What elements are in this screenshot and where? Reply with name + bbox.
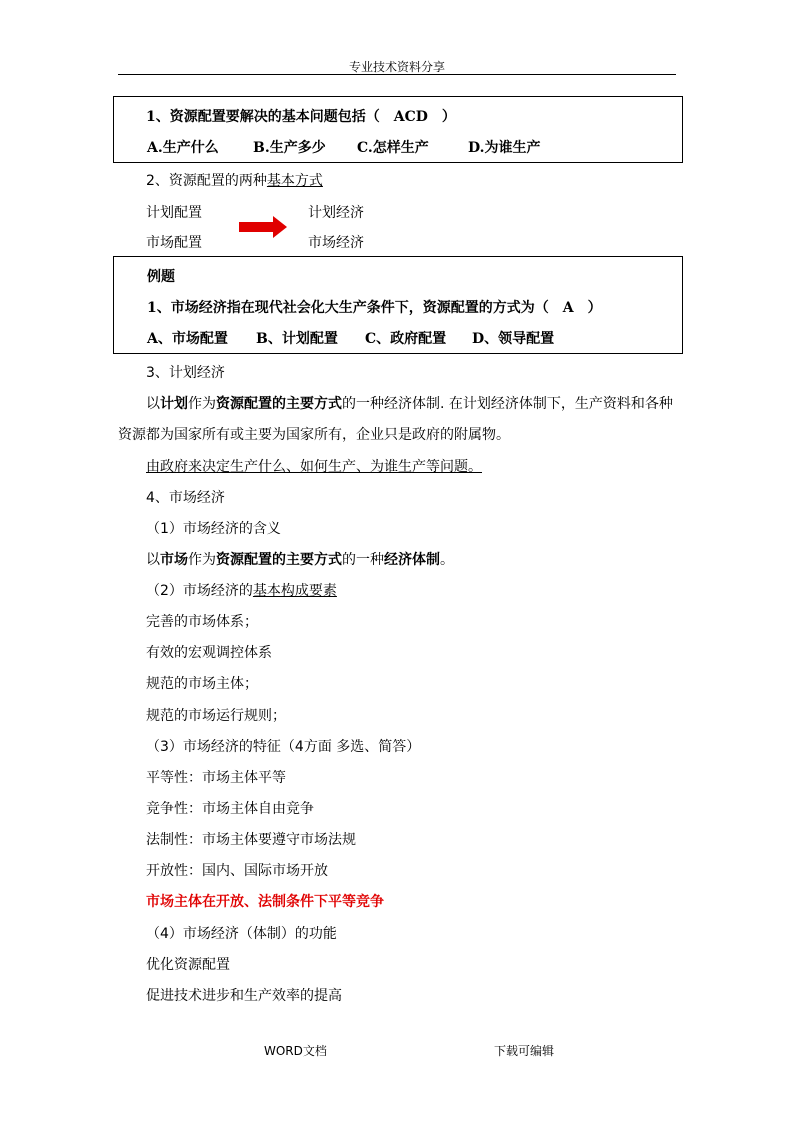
example-label: 例题 — [147, 269, 175, 285]
footer-left: WORD文档 — [264, 1044, 327, 1058]
element-item: 规范的市场主体； — [146, 676, 258, 692]
bold-text: 经济体制 — [384, 552, 440, 568]
market-economy: 市场经济 — [308, 235, 364, 251]
right-arrow-icon — [239, 216, 287, 238]
section-2-title-prefix: 2、资源配置的两种 — [146, 173, 267, 189]
section-3-paragraph-line-2: 资源都为国家所有或主要为国家所有，企业只是政府的附属物。 — [118, 427, 510, 443]
option-c: C.怎样生产 — [357, 140, 429, 156]
text: 的一种经济体制. 在计划经济体制下，生产资料和各种 — [342, 396, 673, 412]
section-4-3-title: （3）市场经济的特征（4方面 多选、简答） — [146, 739, 421, 755]
market-allocation: 市场配置 — [146, 235, 202, 251]
element-item: 有效的宏观调控体系 — [146, 645, 272, 661]
text: 。 — [440, 552, 454, 568]
example-option-c: C、政府配置 — [365, 331, 447, 347]
feature-item: 法制性：市场主体要遵守市场法规 — [146, 832, 356, 848]
bold-text: 资源配置的主要方式 — [216, 396, 342, 412]
page-header: 专业技术资料分享 — [348, 60, 445, 74]
option-b: B.生产多少 — [253, 140, 326, 156]
section-2-title — [146, 170, 323, 190]
option-a: A.生产什么 — [147, 140, 219, 156]
element-item: 完善的市场体系； — [146, 614, 258, 630]
function-item: 促进技术进步和生产效率的提高 — [146, 988, 342, 1004]
text: 作为 — [188, 552, 216, 568]
text: 的一种 — [342, 552, 384, 568]
example-option-a: A、市场配置 — [147, 331, 228, 347]
bold-text: 市场 — [160, 552, 188, 568]
section-3-paragraph-2: 由政府来决定生产什么、如何生产、为谁生产等问题。 — [146, 459, 482, 475]
header-rule — [118, 74, 676, 75]
section-3-title: 3、计划经济 — [146, 365, 225, 381]
question-1: 1、资源配置要解决的基本问题包括（ ACD ） — [146, 109, 456, 125]
text: （2）市场经济的 — [146, 583, 253, 599]
function-item: 优化资源配置 — [146, 957, 230, 973]
section-4-4-title: （4）市场经济（体制）的功能 — [146, 926, 337, 942]
feature-item: 平等性：市场主体平等 — [146, 770, 286, 786]
text: 以 — [146, 552, 160, 568]
example-option-b: B、计划配置 — [256, 331, 338, 347]
underlined-text: 基本构成要素 — [252, 583, 337, 599]
text: 以 — [146, 396, 160, 412]
footer-right: 下载可编辑 — [494, 1044, 555, 1058]
feature-item: 竞争性：市场主体自由竞争 — [146, 801, 314, 817]
bold-text: 计划 — [160, 396, 188, 412]
section-2-title-underlined: 基本方式 — [266, 173, 323, 189]
element-item: 规范的市场运行规则； — [146, 708, 286, 724]
section-4-1-title: （1）市场经济的含义 — [146, 521, 281, 537]
section-4-title: 4、市场经济 — [146, 490, 225, 506]
section-3-paragraph-line-1 — [146, 393, 673, 413]
text: 作为 — [188, 396, 216, 412]
planned-economy: 计划经济 — [308, 205, 364, 221]
feature-summary: 市场主体在开放、法制条件下平等竞争 — [146, 894, 384, 910]
example-option-d: D、领导配置 — [472, 331, 555, 347]
example-question: 1、市场经济指在现代社会化大生产条件下，资源配置的方式为（ A ） — [147, 300, 602, 316]
bold-text: 资源配置的主要方式 — [216, 552, 342, 568]
feature-item: 开放性：国内、国际市场开放 — [146, 863, 328, 879]
option-d: D.为谁生产 — [468, 140, 541, 156]
section-4-2-title — [146, 580, 337, 600]
planned-allocation: 计划配置 — [146, 205, 202, 221]
section-4-1-definition — [146, 549, 454, 569]
